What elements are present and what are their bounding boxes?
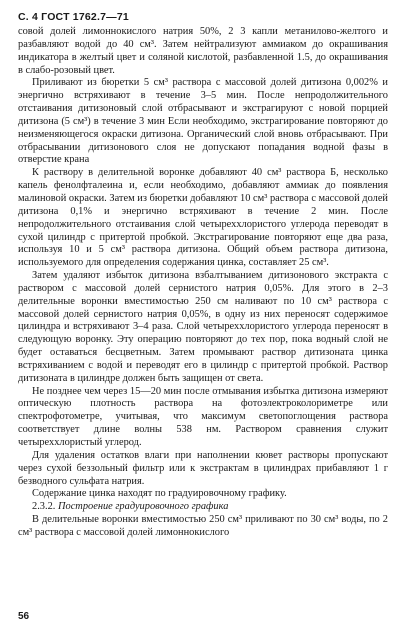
section-heading [18,501,388,514]
paragraph-solution-b: К раствору в делительной воронке добавляют 40 см³ раствора Б, несколько капель фенолфталеина и, если необходимо, добавляют аммиак до появления малиновой окраски. Затем из бюретки добавляют 10 см³ раствора с массовой долей дитизона 0,1% и энергично встряхивают в течение 2 мин. После непродолжительного отстаивания слой четыреххлористого углерода переводят в сухой цилиндр с притертой пробкой. Экстрагирование повторяют еще два раза, используя 10 и 5 см³ раствора дитизона. Общий объем раствора дитизона, используемого для определения содержания цинка, составляет 25 см³. [18,167,388,269]
paragraph-dithizone-extraction: Приливают из бюретки 5 см³ раствора с массовой долей дитизона 0,002% и энергично встряхивают в течение 3–5 мин. После непродолжительного отстаивания дитизоновый слой отбрасывают и экстрагируют с новой порцией дитизона (5 см³) в течение 3 мин Если необходимо, экстрагирование повторяют до неизменяющегося окраски дитизона. Органический слой вновь отбрасывают. При отбрасывании дитизонового слоя не допускают попадания водной фазы в отверстие крана [18,77,388,166]
paragraph-moisture-removal: Для удаления остатков влаги при наполнении кювет растворы пропускают через сухой беззольный фильтр или к экстрактам в цилиндрах прибавляют 1 г безводного сульфата натрия. [18,449,388,487]
document-body [18,26,388,540]
paragraph-calibration-start: В делительные воронки вместимостью 250 см³ приливают по 30 см³ воды, по 2 см³ раствора с массовой долей лимоннокислого [18,514,388,538]
paragraph-zinc-content: Содержание цинка находят по градуировочному графику. [32,488,287,500]
paragraph-optical-density: Не позднее чем через 15—20 мин после отмывания избытка дитизона измеряют оптическую плотность раствора на фотоэлектроколориметре или спектрофотометре, учитывая, что максимум светопоглощения раствора соответствует длине волны 538 нм. Раствором сравнения служит четыреххлористый углерод. [18,385,388,448]
running-header: С. 4 ГОСТ 1762.7—71 [18,11,129,23]
paragraph-excess-removal: Затем удаляют избыток дитизона взбалтыванием дитизонового экстракта с раствором с массовой долей сернистого натрия 0,05%. Для этого в 2–3 делительные воронки вместимостью 250 см наливают по 10 см³ раствора с массовой долей сернистого натрия 0,05%, в одну из них переносят содержимое цилиндра и встряхивают 3–4 раза. Слой четыреххлористого углерода переносят в следующую воронку. Эту операцию повторяют до тех пор, пока водный слой не будет оставаться бесцветным. Затем промывают раствор дитизоната цинка встряхиванием с водой и переводят его в цилиндр с притертой пробкой. Раствор дитизоната в цилиндре должен быть защищен от света. [18,270,388,384]
section-number: 2.3.2. [32,501,56,513]
section-title: Построение градуировочного графика [58,501,229,513]
paragraph-continuation: совой долей лимоннокислого натрия 50%, 2 3 капли метанилово-желтого и разбавляют водой до 40 см³. Затем нейтрализуют аммиаком до окрашивания индикатора в желтый цвет и соляной кислотой, разбавленной 1.5, до окрашивания в слабо-розовый цвет. [18,26,388,76]
page-number: 56 [18,611,30,622]
